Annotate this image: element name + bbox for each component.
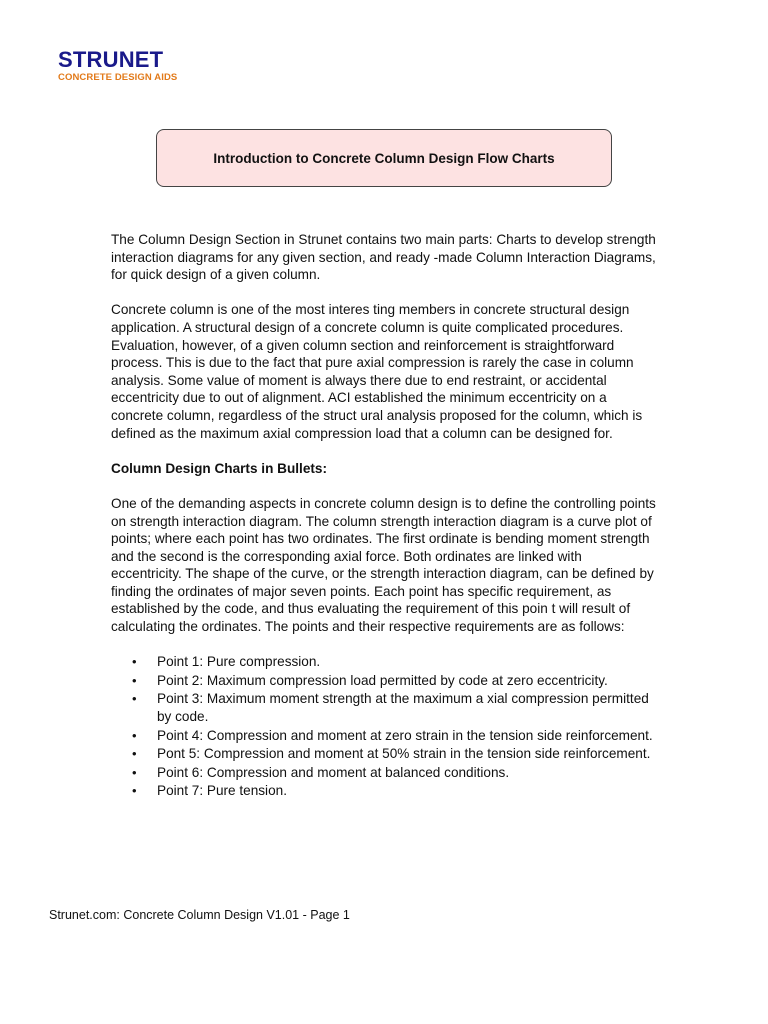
bullet-icon: • [132, 727, 137, 743]
list-item [111, 690, 656, 725]
list-item [111, 745, 656, 763]
point-text: Point 7: Pure tension. [157, 783, 287, 799]
bullet-icon: • [132, 746, 137, 762]
strunet-logo [58, 48, 177, 83]
list-item [111, 764, 656, 782]
point-text: Point 2: Maximum compression load permitted by code at zero eccentricity. [157, 672, 608, 688]
points-list [111, 653, 656, 800]
list-item [111, 727, 656, 745]
bullet-icon: • [132, 654, 137, 670]
point-text: Point 3: Maximum moment strength at the maximum a xial compression permitted by code. [157, 691, 649, 725]
bullet-icon: • [132, 764, 137, 780]
point-text: Point 6: Compression and moment at balanced conditions. [157, 764, 510, 780]
list-item [111, 653, 656, 671]
logo-subtitle: CONCRETE DESIGN AIDS [58, 72, 178, 83]
point-text: Point 4: Compression and moment at zero strain in the tension side reinforcement. [157, 727, 653, 743]
list-item [111, 782, 656, 800]
document-title-box [156, 129, 612, 187]
point-text: Pont 5: Compression and moment at 50% strain in the tension side reinforcement. [157, 746, 651, 762]
logo-title: STRUNET [58, 47, 164, 72]
interaction-diagram-paragraph: One of the demanding aspects in concrete column design is to define the controlling points on strength interaction diagram. The column strength interaction diagram is a curve plot of points; where each point has two ordinates. The first ordinate is bending moment strength and the second is the corresponding axial force. Both ordinates are linked with eccentricity. The shape of the curve, or the strength interaction diagram, can be defined by finding the ordinates of major seven points. Each point has specific requirement, as established by the code, and thus evaluating the requirement of this poin t will result of calculating the ordinates. The points and their respective requirements are as follows: [111, 495, 656, 635]
page-footer: Strunet.com: Concrete Column Design V1.01 - Page 1 [49, 908, 350, 922]
section-heading: Column Design Charts in Bullets: [111, 460, 328, 476]
point-text: Point 1: Pure compression. [157, 654, 321, 670]
document-title: Introduction to Concrete Column Design Flow Charts [213, 150, 555, 166]
bullet-icon: • [132, 691, 137, 707]
intro-paragraph: The Column Design Section in Strunet contains two main parts: Charts to develop strength interaction diagrams for any given section, and ready -made Column Interaction Diagrams, for quick design of a given column. [111, 232, 656, 283]
column-overview-paragraph: Concrete column is one of the most interes ting members in concrete structural design application. A structural design of a concrete column is quite complicated procedures. Evaluation, however, of a given column section and reinforcement is straightforward process. This is due to the fact that pure axial compression is rarely the case in column analysis. Some value of moment is always there due to end restraint, or accidental eccentricity due to out of alignment. ACI established the minimum eccentricity on a concrete column, regardless of the struct ural analysis proposed for the column, which is defined as the maximum axial compression load that a column can be designed for. [111, 302, 643, 441]
bullet-icon: • [132, 783, 137, 799]
list-item [111, 672, 656, 690]
document-body [111, 231, 656, 801]
bullet-icon: • [132, 672, 137, 688]
